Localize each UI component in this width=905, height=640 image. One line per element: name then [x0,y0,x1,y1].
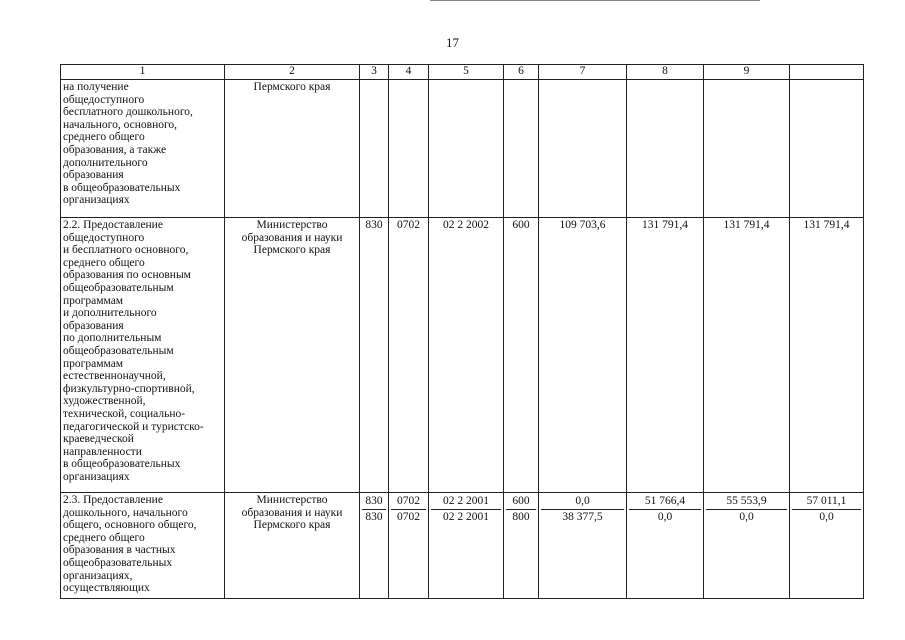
measure-name-cell: 2.3. Предоставление дошкольного, начального общего, основного общего, среднего общего образования в частных общеобразовательных организациях, осуществляющих [61,493,225,599]
table-row-continuation [61,80,864,218]
empty-cell [539,80,627,218]
measure-name-cell: 2.2. Предоставление общедоступного и бесплатного основного, среднего общего образования по основным общеобразовательным программам и дополнительного образования по дополнительным общеобразовательным программам естественнонаучной, физкультурно-спортивной, художественной, технической, социально- педагогической и туристско- краеведческой направленности в общеобразовательных организациях [61,218,225,493]
header-cell: 5 [429,65,504,80]
value-cell-10 [790,493,864,599]
empty-cell [704,80,790,218]
empty-cell [389,80,429,218]
section-line: 0702 [391,494,426,510]
value-cell-9: 131 791,4 [704,218,790,493]
value-line: 55 553,9 [706,494,787,510]
expense-type-line: 800 [512,511,530,523]
value-cell-8: 131 791,4 [627,218,704,493]
grbs-line: 830 [362,494,386,510]
value-line: 38 377,5 [562,511,603,523]
value-cell-7: 109 703,6 [539,218,627,493]
table-row-2-3 [61,493,864,599]
value-line: 0,0 [739,511,754,523]
value-cell-9 [704,493,790,599]
budget-table [60,64,864,599]
executor-cell: Министерство образования и науки Пермского края [225,218,360,493]
expense-type-line: 600 [506,494,536,510]
header-cell: 2 [225,65,360,80]
empty-cell [360,80,389,218]
target-line: 02 2 2001 [431,494,501,510]
executor-cell: Пермского края [225,80,360,218]
value-line: 57 011,1 [792,494,861,510]
header-cell: 1 [61,65,225,80]
value-cell-8 [627,493,704,599]
value-cell-10: 131 791,4 [790,218,864,493]
empty-cell [790,80,864,218]
section-line: 0702 [397,511,420,523]
top-edge-line [430,0,760,1]
table-row-2-2 [61,218,864,493]
header-cell: 9 [704,65,790,80]
section-cell [389,493,429,599]
value-line: 0,0 [657,511,673,523]
header-cell: 6 [504,65,539,80]
value-line: 51 766,4 [629,494,701,510]
grbs-line: 830 [365,511,383,523]
target-line: 02 2 2001 [443,511,489,523]
header-cell [790,65,864,80]
header-row [61,65,864,80]
expense-type-cell: 600 [504,218,539,493]
section-cell: 0702 [389,218,429,493]
header-cell: 8 [627,65,704,80]
value-line: 0,0 [819,511,834,523]
value-line: 0,0 [541,494,624,510]
grbs-cell: 830 [360,218,389,493]
executor-cell: Министерство образования и науки Пермского края [225,493,360,599]
measure-name-cell: на получение общедоступного бесплатного дошкольного, начального, основного, среднего общего образования, а также дополнительного образования в общеобразовательных организациях [61,80,225,218]
header-cell: 4 [389,65,429,80]
header-cell: 7 [539,65,627,80]
empty-cell [429,80,504,218]
empty-cell [627,80,704,218]
header-cell: 3 [360,65,389,80]
target-article-cell [429,493,504,599]
page-number: 17 [446,35,459,50]
expense-type-cell [504,493,539,599]
empty-cell [504,80,539,218]
target-article-cell: 02 2 2002 [429,218,504,493]
grbs-cell [360,493,389,599]
value-cell-7 [539,493,627,599]
